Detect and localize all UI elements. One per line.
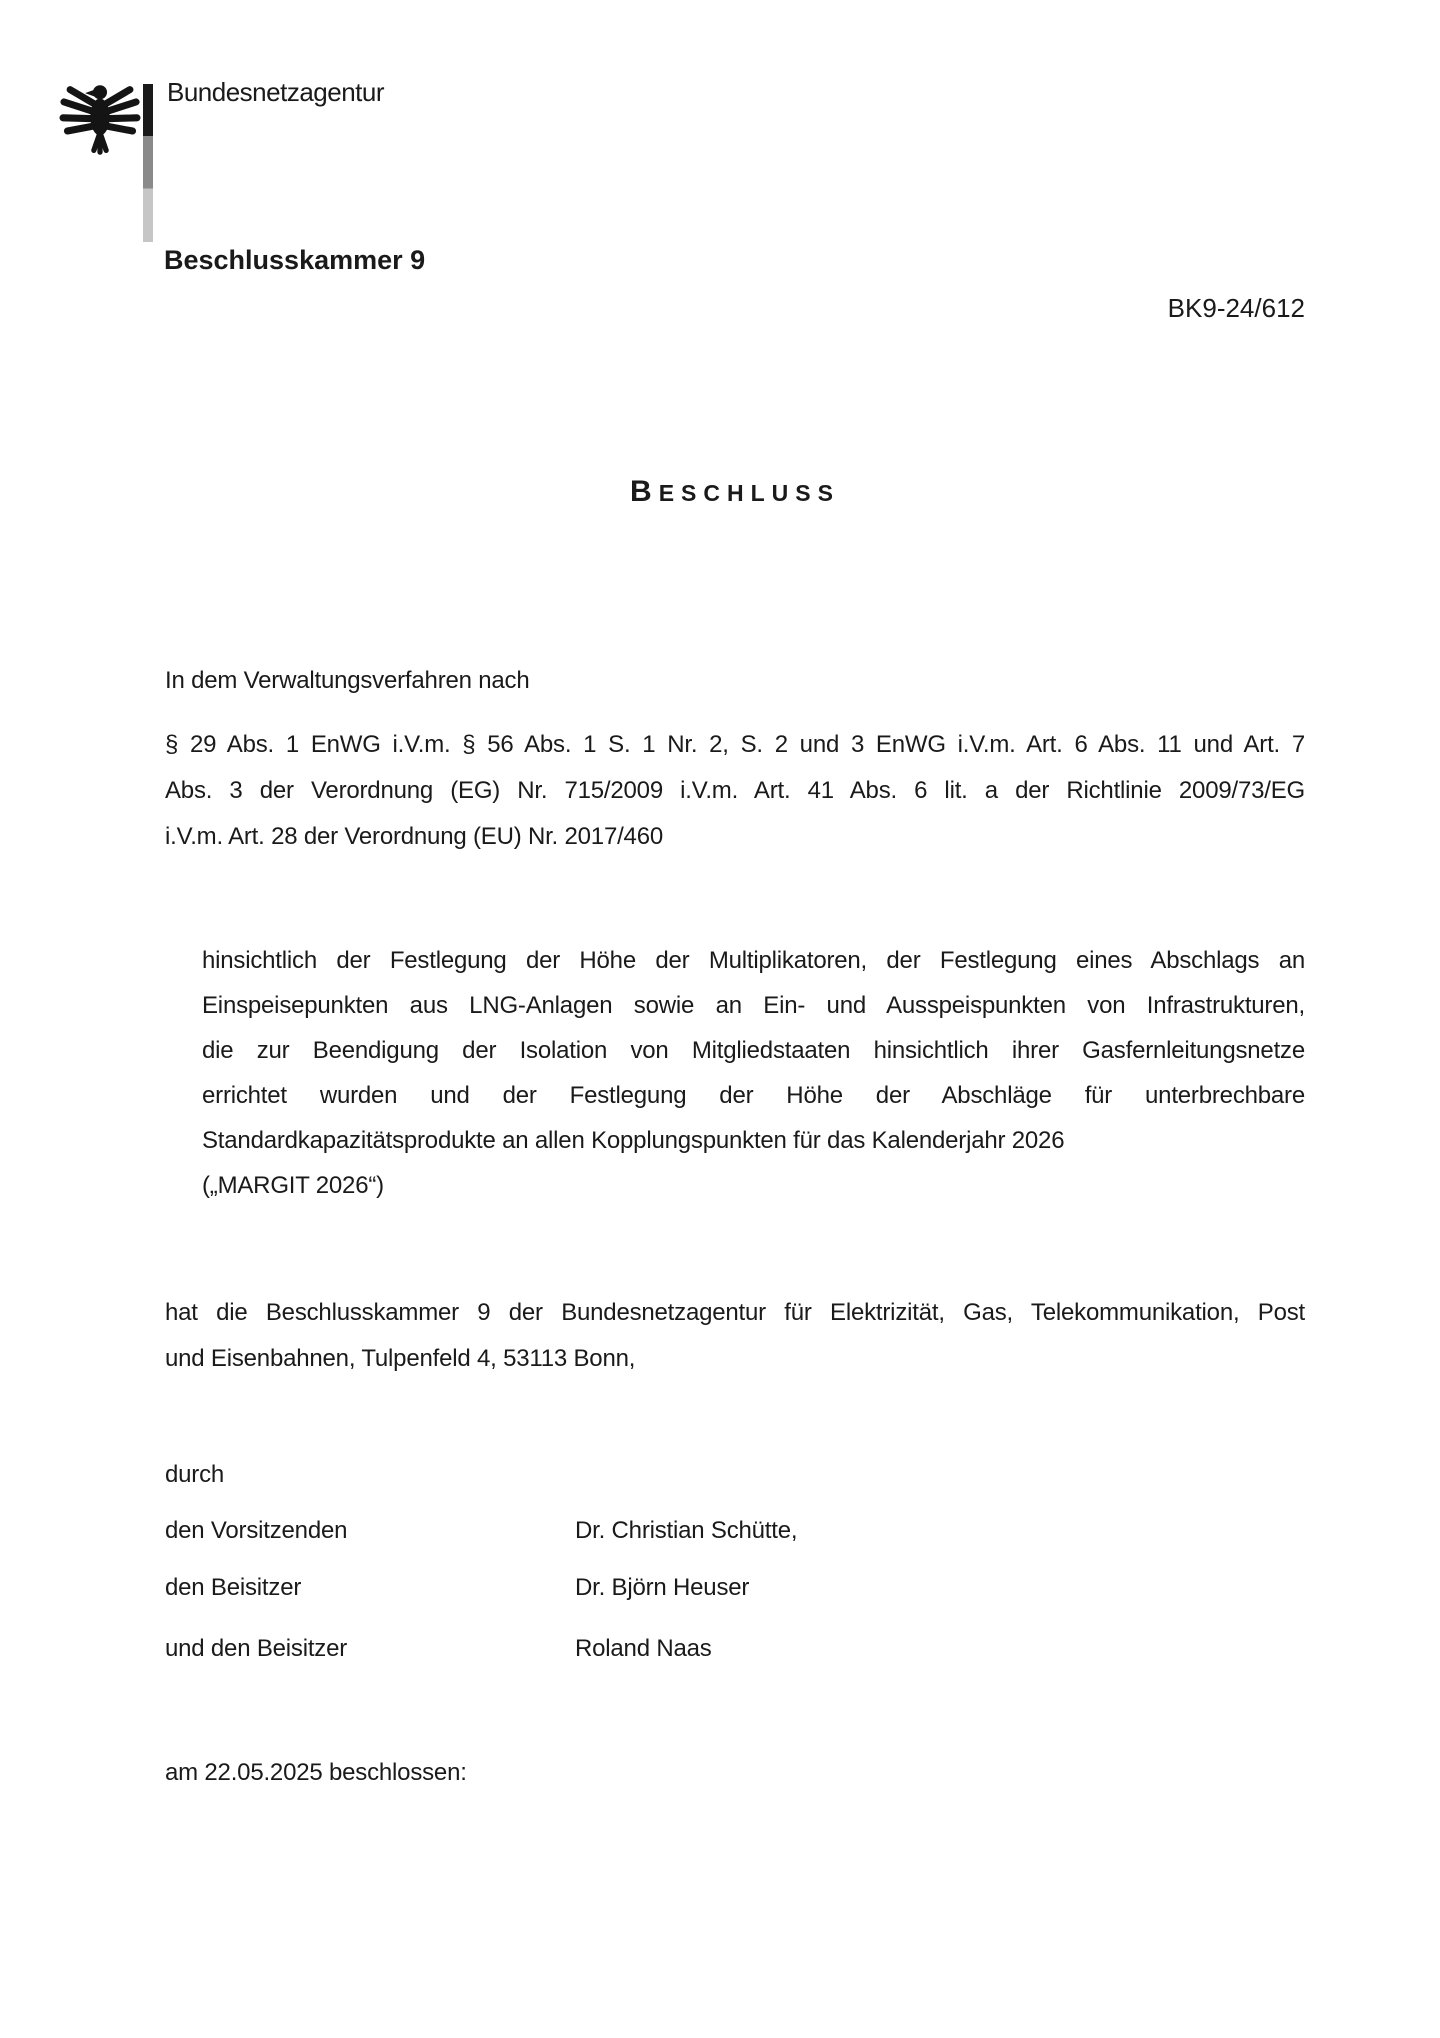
panel-role: den Vorsitzenden: [165, 1517, 348, 1544]
panel-role: und den Beisitzer: [165, 1635, 348, 1662]
federal-eagle-icon: [56, 76, 144, 164]
decision-date-line: am 22.05.2025 beschlossen:: [165, 1759, 467, 1786]
durch-label: durch: [165, 1461, 225, 1488]
panel-role: den Beisitzer: [165, 1574, 302, 1601]
text-line: und Eisenbahnen, Tulpenfeld 4, 53113 Bonn,: [165, 1345, 636, 1372]
document-title-initial: B: [630, 475, 659, 508]
panel-row: [165, 1516, 1305, 1546]
panel-member-name: Dr. Christian Schütte,: [575, 1517, 798, 1544]
intro-paragraph: In dem Verwaltungsverfahren nach: [165, 667, 530, 694]
subject-paragraph: [202, 938, 1305, 1208]
text-line: Abs. 3 der Verordnung (EG) Nr. 715/2009 i.V.m. Art. 41 Abs. 6 lit. a der Richtlinie 2009/73/EG: [165, 777, 1305, 804]
chamber-heading: Beschlusskammer 9: [164, 245, 426, 275]
text-line: die zur Beendigung der Isolation von Mitgliedstaaten hinsichtlich ihrer Gasfernleitungsnetze: [202, 1037, 1305, 1064]
text-line: hat die Beschlusskammer 9 der Bundesnetzagentur für Elektrizität, Gas, Telekommunikation, Post: [165, 1299, 1305, 1326]
chamber-paragraph: [165, 1290, 1305, 1382]
panel-row: [165, 1634, 1305, 1664]
document-title: [165, 472, 1305, 517]
citation-paragraph: [165, 722, 1305, 860]
text-line: § 29 Abs. 1 EnWG i.V.m. § 56 Abs. 1 S. 1 Nr. 2, S. 2 und 3 EnWG i.V.m. Art. 6 Abs. 11 und Art. 7: [165, 731, 1305, 758]
file-number: BK9-24/612: [1167, 293, 1305, 323]
text-line: i.V.m. Art. 28 der Verordnung (EU) Nr. 2017/460: [165, 823, 663, 850]
text-line: errichtet wurden und der Festlegung der Höhe der Abschläge für unterbrechbare: [202, 1082, 1305, 1109]
panel-member-name: Dr. Björn Heuser: [575, 1574, 750, 1601]
text-line: („MARGIT 2026“): [202, 1172, 384, 1199]
logo-divider-bar: [143, 84, 153, 242]
panel-row: [165, 1573, 1305, 1603]
text-line: Standardkapazitätsprodukte an allen Kopplungspunkten für das Kalenderjahr 2026: [202, 1127, 1065, 1154]
panel-member-name: Roland Naas: [575, 1635, 712, 1662]
text-line: hinsichtlich der Festlegung der Höhe der Multiplikatoren, der Festlegung eines Abschlags an: [202, 947, 1305, 974]
document-title-rest: ESCHLUSS: [658, 480, 840, 506]
text-line: Einspeisepunkten aus LNG-Anlagen sowie an Ein- und Ausspeispunkten von Infrastrukturen,: [202, 992, 1305, 1019]
agency-name: Bundesnetzagentur: [167, 77, 385, 107]
